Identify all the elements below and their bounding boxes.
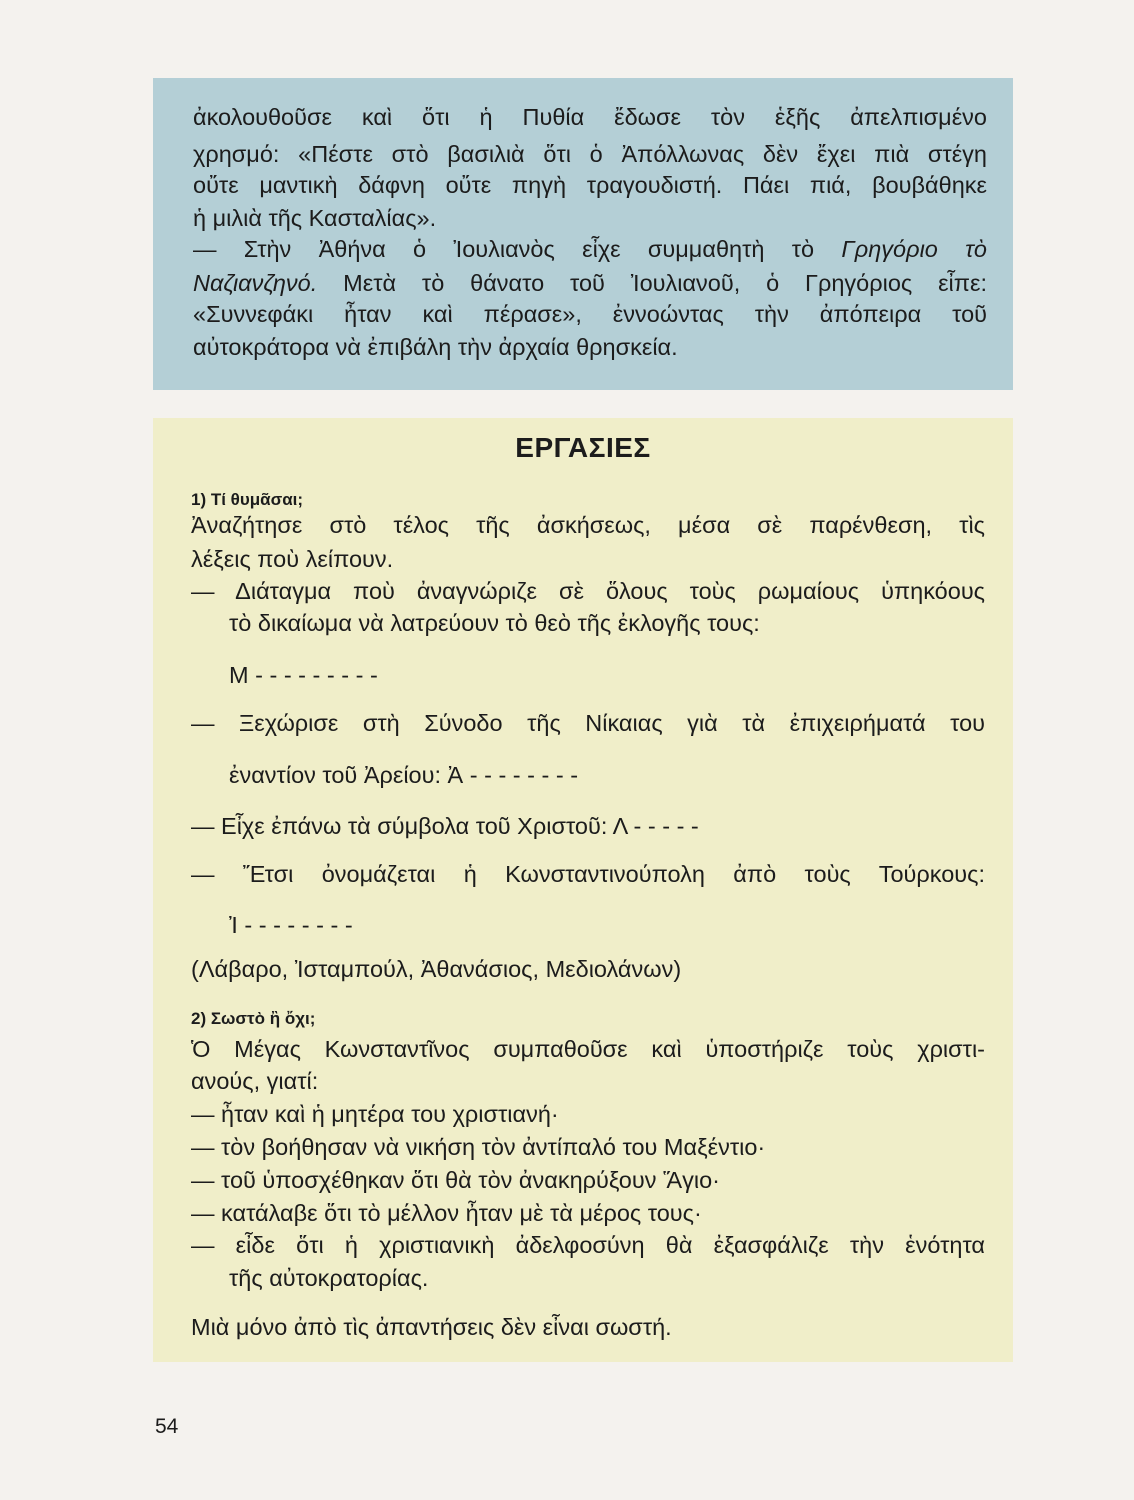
- statement-item: — ἦταν καὶ ἡ μητέρα του χριστιανή·: [191, 1101, 559, 1127]
- exercise-1-question: — Ἔτσι ὀνομάζεται ἡ Κωνσταντινούπολη ἀπὸ τοὺς Τούρκους:: [191, 861, 985, 887]
- intro-line: «Συννεφάκι ἦταν καὶ πέρασε», ἐννοώντας τὴν ἀπόπειρα τοῦ: [193, 301, 987, 327]
- statement-item: — τοῦ ὑποσχέθηκαν ὅτι θὰ τὸν ἀνακηρύξουν Ἅγιο·: [191, 1167, 720, 1193]
- exercise-1-question: — Διάταγμα ποὺ ἀναγνώριζε σὲ ὅλους τοὺς ρωμαίους ὑπηκόους: [191, 578, 985, 604]
- statement-item: — εἶδε ὅτι ἡ χριστιανικὴ ἀδελφοσύνη θὰ ἐξασφάλιζε τὴν ἑνότητα: [191, 1232, 985, 1258]
- intro-line: ἡ μιλιὰ τῆς Κασταλίας».: [193, 205, 437, 231]
- exercise-2-intro: Ὁ Μέγας Κωνσταντῖνος συμπαθοῦσε καὶ ὑποστήριζε τοὺς χριστι-: [191, 1036, 985, 1062]
- exercise-1-title: 1) Τί θυμᾶσαι;: [191, 490, 304, 509]
- exercise-1-question: τὸ δικαίωμα νὰ λατρεύουν τὸ θεὸ τῆς ἐκλογῆς τους:: [229, 610, 760, 636]
- exercises-heading: ΕΡΓΑΣΙΕΣ: [515, 432, 651, 463]
- exercise-2-title: 2) Σωστὸ ἢ ὄχι;: [191, 1009, 316, 1028]
- intro-line: — Στὴν Ἀθήνα ὁ Ἰουλιανὸς εἶχε συμμαθητὴ τὸ Γρηγόριο τὸ: [193, 236, 988, 262]
- exercise-1-question: — Εἶχε ἐπάνω τὰ σύμβολα τοῦ Χριστοῦ: Λ - - - - -: [191, 813, 699, 839]
- exercise-1-instruction: λέξεις ποὺ λείπουν.: [191, 546, 394, 572]
- exercise-1-question: ἐναντίον τοῦ Ἀρείου: Ἀ - - - - - - - -: [229, 762, 579, 788]
- answer-blank: Μ - - - - - - - - -: [229, 662, 378, 688]
- exercise-1-question: — Ξεχώρισε στὴ Σύνοδο τῆς Νίκαιας γιὰ τὰ ἐπιχειρήματά του: [191, 710, 985, 736]
- word-options: (Λάβαρο, Ἰσταμπούλ, Ἀθανάσιος, Μεδιολάνων): [191, 956, 682, 982]
- exercise-2-note: Μιὰ μόνο ἀπὸ τὶς ἀπαντήσεις δὲν εἶναι σωστή.: [191, 1314, 672, 1340]
- intro-line: Ναζιανζηνό. Μετὰ τὸ θάνατο τοῦ Ἰουλιανοῦ, ὁ Γρηγόριος εἶπε:: [193, 270, 987, 296]
- answer-blank: Ἰ - - - - - - - -: [229, 912, 353, 938]
- intro-line: αὐτοκράτορα νὰ ἐπιβάλη τὴν ἀρχαία θρησκεία.: [193, 334, 678, 360]
- statement-item: — κατάλαβε ὅτι τὸ μέλλον ἦταν μὲ τὰ μέρος τους·: [191, 1200, 702, 1226]
- statement-item: — τὸν βοήθησαν νὰ νικήση τὸν ἀντίπαλό του Μαξέντιο·: [191, 1134, 766, 1160]
- intro-line: χρησμό: «Πέστε στὸ βασιλιὰ ὅτι ὁ Ἀπόλλωνας δὲν ἔχει πιὰ στέγη: [193, 141, 987, 167]
- exercise-1-instruction: Ἀναζήτησε στὸ τέλος τῆς ἀσκήσεως, μέσα σὲ παρένθεση, τὶς: [191, 512, 985, 538]
- intro-line: ἀκολουθοῦσε καὶ ὅτι ἡ Πυθία ἔδωσε τὸν ἑξῆς ἀπελπισμένο: [193, 104, 987, 130]
- statement-item: τῆς αὐτοκρατορίας.: [229, 1265, 429, 1291]
- exercise-2-intro: ανούς, γιατί:: [191, 1068, 319, 1094]
- page-number: 54: [155, 1415, 179, 1438]
- intro-line: οὔτε μαντικὴ δάφνη οὔτε πηγὴ τραγουδιστή. Πάει πιά, βουβάθηκε: [193, 172, 987, 198]
